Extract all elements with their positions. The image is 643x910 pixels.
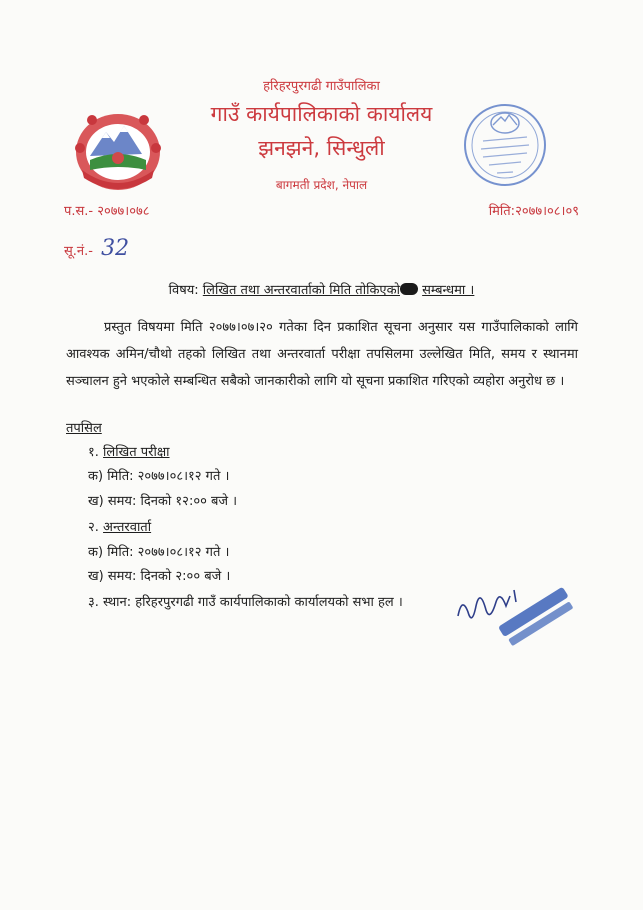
serial-number-label: सू.नं.- <box>64 244 93 259</box>
exam-venue: ३. स्थान: हरिहरपुरगढी गाउँ कार्यपालिकाको कार्यालयको सभा हल । <box>88 595 403 610</box>
serial-number <box>64 236 129 261</box>
ink-blot <box>400 283 418 295</box>
interview-title: अन्तरवार्ता <box>103 520 152 535</box>
subject-text-before: लिखित तथा अन्तरवार्ताको मिति तोकिएको <box>202 283 400 298</box>
signature-stamp-icon <box>452 566 582 656</box>
interview-date: क) मिति: २०७७।०८।१२ गते । <box>88 545 230 560</box>
reference-number: प.स.- २०७७।०७८ <box>64 204 150 219</box>
office-location: झनझने, सिन्धुली <box>258 136 385 160</box>
written-exam-title: लिखित परीक्षा <box>103 445 170 460</box>
subject-text-after: सम्बन्धमा । <box>422 283 475 298</box>
written-exam-heading <box>88 442 170 460</box>
office-stamp-icon <box>457 97 553 193</box>
serial-number-value: 32 <box>101 236 130 261</box>
body-paragraph: प्रस्तुत विषयमा मिति २०७७।०७।२० गतेका दिन प्रकाशित सूचना अनुसार यस गाउँपालिकाको लागि आवश्यक अमिन/चौथो तहको लिखित तथा अन्तरवार्ता परीक्षा तपसिलमा उल्लेखित मिति, समय र स्थानमा सञ्चालन हुने भएकोले सम्बन्धित सबैको जानकारीको लागि यो सूचना प्रकाशित गरिएको व्यहोरा अनुरोध छ । <box>66 320 578 389</box>
subject-label: विषय: <box>168 283 199 298</box>
written-exam-date: क) मिति: २०७७।०८।१२ गते । <box>88 469 230 484</box>
written-exam-number: १. <box>88 445 99 460</box>
interview-heading <box>88 517 151 535</box>
interview-time: ख) समय: दिनको २:०० बजे । <box>88 569 231 584</box>
subject-line <box>0 280 643 298</box>
schedule-heading: तपसिल <box>66 421 102 436</box>
interview-number: २. <box>88 520 99 535</box>
written-exam-time: ख) समय: दिनको १२:०० बजे । <box>88 494 238 509</box>
province-line: बागमती प्रदेश, नेपाल <box>275 178 368 192</box>
letter-date: मिति:२०७७।०८।०९ <box>488 204 579 219</box>
municipality-name: हरिहरपुरगढी गाउँपालिका <box>263 79 380 94</box>
office-title: गाउँ कार्यपालिकाको कार्यालय <box>210 102 433 126</box>
